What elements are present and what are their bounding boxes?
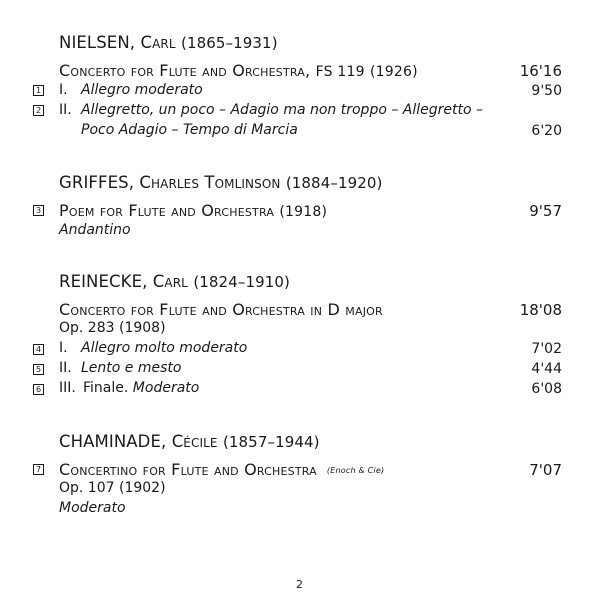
movement-4: [59, 340, 247, 356]
composer-surname: GRIFFES,: [59, 173, 135, 192]
composer-surname: NIELSEN,: [59, 33, 136, 52]
work-title-nielsen: [59, 61, 418, 80]
movement-duration: 7'02: [531, 341, 562, 357]
movement-1: [59, 82, 203, 98]
composer-surname: REINECKE,: [59, 272, 148, 291]
track-number-4: 4: [33, 344, 44, 355]
movement-5: [59, 360, 181, 376]
movement-6: [59, 380, 199, 396]
work-title-text: Concerto for Flute and Orchestra,: [59, 61, 311, 80]
movement-numeral: I.: [59, 340, 68, 356]
work-title-text: Poem for Flute and Orchestra: [59, 201, 275, 220]
work-title-text: Concertino for Flute and Orchestra: [59, 460, 317, 479]
composer-dates: (1865–1931): [181, 34, 278, 52]
track-number-2: 2: [33, 105, 44, 116]
composer-dates: (1857–1944): [222, 433, 320, 451]
work-year: (1926): [369, 64, 418, 80]
track-number-6: 6: [33, 384, 44, 395]
track-number-5: 5: [33, 364, 44, 375]
composer-first-name: Carl: [140, 33, 176, 52]
movement-numeral: I.: [59, 82, 68, 98]
movement-duration: 6'08: [531, 381, 562, 397]
work-year: (1918): [279, 204, 328, 220]
composer-first-name: Charles Tomlinson: [139, 173, 281, 192]
work-duration: 18'08: [519, 301, 562, 319]
work-duration: 16'16: [519, 62, 562, 80]
work-duration: 9'57: [529, 202, 562, 220]
composer-first-name: Carl: [152, 272, 188, 291]
movement-tempo: Lento e mesto: [81, 360, 182, 376]
composer-first-name: Cécile: [171, 432, 218, 451]
composer-heading-chaminade: [59, 432, 320, 451]
movement-numeral: II.: [59, 102, 72, 118]
movement-duration: 6'20: [531, 123, 562, 139]
work-tempo: Moderato: [59, 500, 126, 516]
composer-dates: (1824–1910): [193, 273, 290, 291]
movement-numeral: III.: [59, 380, 76, 396]
work-title-reinecke: [59, 300, 383, 319]
work-tempo: Andantino: [59, 222, 131, 238]
movement-tempo: Allegro molto moderato: [81, 340, 248, 356]
page-number: 2: [296, 578, 303, 591]
track-number-3: 3: [33, 205, 44, 216]
movement-tempo: Allegro moderato: [81, 82, 203, 98]
work-duration: 7'07: [529, 461, 562, 479]
track-number-1: 1: [33, 85, 44, 96]
work-catalogue: FS 119: [315, 64, 365, 80]
composer-heading-reinecke: [59, 272, 290, 291]
movement-tempo: Allegretto, un poco – Adagio ma non troppo – Allegretto –: [81, 102, 484, 118]
composer-heading-griffes: [59, 173, 382, 192]
movement-tempo: Moderato: [132, 380, 200, 396]
movement-duration: 4'44: [531, 361, 562, 377]
composer-heading-nielsen: [59, 33, 278, 52]
composer-surname: CHAMINADE,: [59, 432, 167, 451]
work-title-text: Concerto for Flute and Orchestra in D major: [59, 300, 383, 319]
work-title-griffes: [59, 201, 327, 220]
movement-duration: 9'50: [531, 83, 562, 99]
track-number-7: 7: [33, 464, 44, 475]
work-opus: Op. 107 (1902): [59, 480, 166, 496]
movement-2-continuation: Poco Adagio – Tempo di Marcia: [81, 122, 298, 138]
work-title-chaminade: [59, 460, 384, 479]
movement-title: Finale.: [83, 380, 129, 396]
movement-2: [59, 102, 483, 118]
movement-numeral: II.: [59, 360, 72, 376]
composer-dates: (1884–1920): [285, 174, 383, 192]
work-opus: Op. 283 (1908): [59, 320, 166, 336]
work-publisher: (Enoch & Cie): [326, 466, 385, 475]
